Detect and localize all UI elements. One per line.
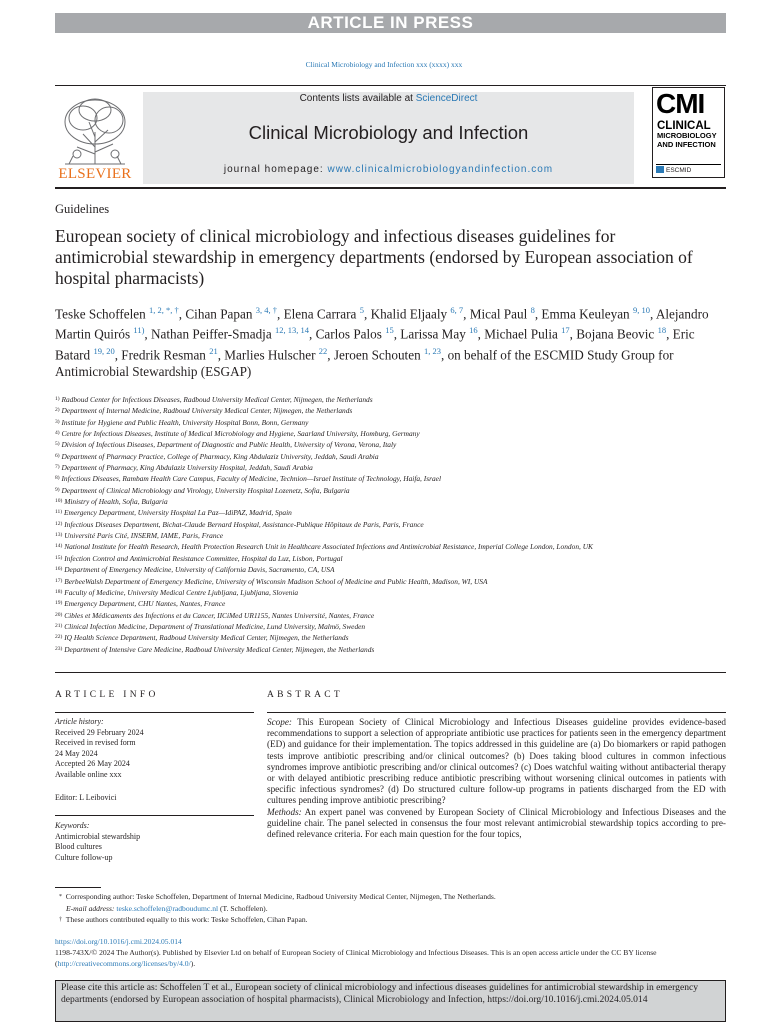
abstract-body [267,717,726,840]
affiliation-number: 13) [55,532,63,539]
affiliation-number: 20) [55,611,63,618]
affiliation-text: National Institute for Health Research, Health Protection Research Unit in Healthcare Associated Infections and Antimicrobial Resistance, Imperial College London, London, UK [64,542,593,552]
email-note [55,903,727,914]
author-affiliation-marks[interactable]: 21 [209,345,218,356]
affiliation-text: Department of Internal Medicine, Radboud University Medical Center, Nijmegen, the Netherlands [61,406,353,416]
affiliation-item [55,405,727,416]
scope-label: Scope: [267,717,292,727]
affiliation-number: 16) [55,566,63,573]
author-affiliation-marks[interactable]: 3, 4, † [255,305,277,315]
doi-link[interactable]: https://doi.org/10.1016/j.cmi.2024.05.014 [55,937,182,946]
author-list: Teske Schoffelen $^{1, 2, *, \dagger}$, Cihan Papan $^{3, 4, \dagger}$, Elena Carrara $^5$, Khalid Eljaaly $^{6, 7}$, Mical Paul $^8$, Emma Keuleyan $^{9, 10}$, Alejandro Martin Quirós $^{11)}$, Nathan Peiffer-Smadja $^{12, 13, 14}$, Carlos Palos $^{15}$, Larissa May $^{16}$, Michael Pulia $^{17}$, Bojana Beovic $^{18}$, Eric Batard $^{19, 20}$, Fredrik Resman $^{21}$, Marlies Hulscher $^{22}$, Jeroen Schouten $^{1, 23}$, on behalf of the ESCMID Study Group for Antimicrobial Stewardship (ESGAP) [55,305,709,380]
affiliation-number: 12) [55,520,63,527]
abstract-rule [267,712,726,713]
article-in-press-banner: ARTICLE IN PRESS [55,13,726,33]
affiliation-number: 4) [55,430,60,437]
affiliation-number: 22) [55,634,63,641]
journal-masthead [143,92,634,184]
affiliation-item [55,485,727,496]
affiliation-item [55,462,727,473]
history-item: Received in revised form [55,738,136,748]
affiliation-number: 17) [55,577,63,584]
history-item: Available online xxx [55,769,122,779]
header-rule-bottom [55,187,726,189]
affiliation-item [55,621,727,632]
cmi-logo-line2: MICROBIOLOGY [657,131,717,140]
affiliation-text: Infection Control and Antimicrobial Resistance Committee, Hospital da Luz, Lisbon, Portugal [64,553,343,563]
affiliation-number: 18) [55,588,63,595]
affiliation-number: 5) [55,441,60,448]
affiliation-item [55,439,727,450]
methods-text: An expert panel was convened by European Society of Clinical Microbiology and Infectious Diseases and the guideline chair. The panel selected in consensus the four most relevant antimicrobial stewardship topics according to pre-defined relevance criteria. For each main question for the four topics, [267,806,726,840]
journal-homepage-link[interactable]: www.clinicalmicrobiologyandinfection.com [327,164,554,175]
author-name: Larissa May [400,326,466,342]
footnote-rule [55,887,101,888]
cmi-logo-line1: CLINICAL [657,120,711,132]
history-item: Received 29 February 2024 [55,727,144,737]
license-link[interactable]: http://creativecommons.org/licenses/by/4.0/ [57,959,191,968]
contents-line [143,93,634,104]
article-info-rule [55,712,254,713]
author-name: Teske Schoffelen [55,306,146,322]
affiliation-text: IQ Health Science Department, Radboud University Medical Center, Nijmegen, the Netherlands [64,633,349,643]
affiliation-item [55,587,727,598]
author-affiliation-marks[interactable]: 5 [359,305,364,315]
author-affiliation-marks[interactable]: 12, 13, 14 [275,325,309,336]
author-name: Eric Batard [55,326,695,363]
history-label: Article history: [55,717,104,726]
affiliation-text: Radboud Center for Infectious Diseases, Radboud University Medical Center, Nijmegen, the Netherlands [61,395,373,404]
author-name: Bojana Beovic [576,326,655,342]
author-name: Elena Carrara [283,306,357,322]
affiliation-text: Institute for Hygiene and Public Health, University Hospital Bonn, Bonn, Germany [61,417,309,427]
license-text: 1198-743X/© 2024 The Author(s). Published by Elsevier Ltd on behalf of European Society of Clinical Microbiology and Infectious Diseases. This is an open access article under the CC BY license ( [55,948,657,968]
author-name: Cihan Papan [185,306,253,322]
affiliation-number: 7) [55,464,60,471]
contents-prefix: Contents lists available at [299,93,416,104]
affiliation-text: Department of Clinical Microbiology and Virology, University Hospital Lozenetz, Sofia, Bulgaria [61,485,350,495]
affiliation-number: 6) [55,452,60,459]
affiliation-item [55,451,727,462]
affiliation-item [55,519,727,530]
keyword: Antimicrobial stewardship [55,831,141,841]
author-name: Nathan Peiffer-Smadja [151,326,272,342]
author-affiliation-marks[interactable]: 8 [530,305,535,315]
affiliation-number: 14) [55,543,63,550]
handling-editor: Editor: L Leibovici [55,793,117,802]
affiliation-number: 11) [55,509,63,516]
article-history [55,717,254,781]
author-affiliation-marks[interactable]: 18 [657,325,667,336]
affiliation-item [55,564,727,575]
email-suffix: (T. Schoffelen). [218,904,268,913]
author-name: Khalid Eljaaly [370,306,448,322]
homepage-prefix: journal homepage: [223,164,328,175]
affiliation-item [55,530,727,541]
affiliation-number: 8) [55,475,60,482]
history-item: 24 May 2024 [55,748,98,758]
author-affiliation-marks[interactable]: 11) [133,325,145,336]
affiliation-text: Cibles et Médicaments des Infections et du Cancer, IICiMed UR1155, Nantes Université, Nantes, France [64,610,375,620]
methods-label: Methods: [267,806,302,817]
affiliation-item [55,496,727,507]
affiliation-item [55,632,727,643]
affiliation-item [55,428,727,439]
affiliation-number: 2) [55,407,60,414]
affiliation-item [55,553,727,564]
history-item: Accepted 26 May 2024 [55,759,130,769]
elsevier-wordmark: ELSEVIER [58,166,132,182]
author-affiliation-marks[interactable]: 6, 7 [450,305,464,315]
footnotes [55,891,727,926]
abstract-heading: ABSTRACT [267,690,344,700]
author-name: Carlos Palos [315,326,382,342]
keyword: Culture follow-up [55,852,113,862]
affiliation-text: Faculty of Medicine, University Medical Centre Ljubljana, Ljubljana, Slovenia [64,587,299,597]
affiliation-text: Emergency Department, University Hospital La Paz—IdiPAZ, Madrid, Spain [64,508,292,518]
affiliation-text: Université Paris Cité, INSERM, IAME, Paris, France [64,531,224,541]
journal-homepage-line [143,164,634,175]
affiliation-item [55,576,727,587]
affiliation-text: Centre for Infectious Diseases, Institute of Medical Microbiology and Hygiene, Saarland University, Homburg, Germany [61,429,420,439]
affiliation-item [55,507,727,518]
author-affiliation-marks[interactable]: 15 [385,325,394,336]
affiliation-number: 15) [55,554,63,561]
author-name: Fredrik Resman [121,347,206,363]
asterisk-mark: * [59,894,62,900]
affiliation-text: Emergency Department, CHU Nantes, Nantes, France [64,599,226,609]
author-name: Marlies Hulscher [224,347,316,363]
section-rule [55,672,726,673]
affiliation-item [55,417,727,428]
affiliation-text: Department of Pharmacy Practice, College of Pharmacy, King Abdulaziz University, Jeddah, Saudi Arabia [61,451,379,461]
cmi-logo-line3: AND INFECTION [657,139,716,149]
affiliation-text: Department of Emergency Medicine, University of California Davis, Sacramento, CA, USA [64,565,335,575]
doi-block [55,936,727,969]
affiliation-text: Division of Infectious Diseases, Department of Diagnostic and Public Health, University of Verona, Verona, Italy [61,440,397,450]
affiliation-text: Ministry of Health, Sofia, Bulgaria [64,497,168,507]
corresponding-text: Corresponding author: Teske Schoffelen, Department of Internal Medicine, Radboud University Medical Center, Nijmegen, The Netherlands. [65,892,496,901]
author-affiliation-marks[interactable]: 1, 2, *, † [149,305,179,315]
affiliation-item [55,473,727,484]
author-name: Alejandro Martin Quirós [55,306,709,342]
affiliation-text: Infectious Diseases, Rambam Health Care Campus, Faculty of Medicine, Technion—Israel Institute of Technology, Haifa, Israel [61,474,442,484]
keywords [55,821,140,863]
author-affiliation-marks[interactable]: 17 [561,325,570,336]
affiliation-number: 3) [55,418,60,425]
affiliation-item [55,394,727,405]
author-name: Michael Pulia [484,326,558,342]
affiliation-text: Clinical Infection Medicine, Department of Translational Medicine, Lund University, Malmö, Sweden [64,621,366,631]
cmi-logo-text: CMI [656,88,705,119]
affiliation-text: BerbeeWalsh Department of Emergency Medicine, University of Wisconsin Madison School of Medicine and Public Health, Madison, WI, USA [64,576,488,586]
affiliation-number: 1) [55,396,60,402]
corresponding-author-note [55,891,727,903]
author-affiliation-marks[interactable]: 16 [469,325,478,336]
license-statement [55,947,727,969]
author-affiliation-marks[interactable]: 22 [318,345,328,356]
email-label: E-mail address: [66,904,115,913]
license-end: ). [190,959,196,968]
affiliation-item [55,541,727,552]
affiliation-text: Department of Intensive Care Medicine, Radboud University Medical Center, Nijmegen, the Netherlands [64,644,375,654]
affiliation-text: Infectious Diseases Department, Bichat-Claude Bernard Hospital, Assistance-Publique Hôpitaux de Paris, Paris, France [64,519,424,529]
article-title: European society of clinical microbiology and infectious diseases guidelines for antimicrobial stewardship in emergency departments (endorsed by European association of hospital pharmacists) [55,226,693,288]
article-type: Guidelines [55,202,110,216]
affiliation-number: 19) [55,600,63,607]
affiliation-number: 23) [55,645,63,652]
affiliation-text: Department of Pharmacy, King Abdulaziz University Hospital, Jeddah, Saudi Arabia [61,463,313,473]
affiliation-number: 10) [55,498,63,505]
escmid-logo [656,164,721,176]
escmid-text: ESCMID [666,167,692,174]
author-name: Emma Keuleyan [541,306,630,322]
author-affiliation-marks[interactable]: 19, 20 [93,345,115,356]
author-affiliation-marks[interactable]: 1, 23 [423,345,441,356]
equal-contribution-note [55,914,727,926]
equal-text: These authors contributed equally to this work: Teske Schoffelen, Cihan Papan. [65,915,308,924]
journal-reference-link[interactable]: Clinical Microbiology and Infection xxx (xxxx) xxx [305,60,463,69]
citation-box: Please cite this article as: Schoffelen T et al., European society of clinical microbiology and infectious diseases guidelines for antimicrobial stewardship in emergency departments (endorsed by European association of hospital pharmacists), Clinical Microbiology and Infection, https://doi.org/10.1016/j.cmi.2024.05.014 [55,980,726,1022]
keyword: Blood cultures [55,842,102,852]
affiliation-number: 21) [55,622,63,629]
article-info-heading: ARTICLE INFO [55,690,159,700]
scope-text: This European Society of Clinical Microbiology and Infectious Diseases guideline provides evidence-based recommendations to support a selection of appropriate antibiotic use practices for patients seen in the emergency department (ED) and guidance for their implementation. The topics addressed in this guideline are (a) Do biomarkers or rapid pathogen tests improve antibiotic prescribing and/or clinical outcomes? (b) Does taking blood cultures in common infectious syndromes improve antibiotic prescribing and/or clinical outcomes? (c) Does watchful waiting without antibacterial therapy or with delayed antibiotic prescribing reduce antibiotic prescribing without worsening clinical outcomes in patients with specific infectious syndromes? (d) Do structured culture follow-up programs in patients discharged from the ED with cultures pending improve antibiotic prescribing? [267,717,726,806]
keywords-label: Keywords: [55,821,90,830]
affiliation-item [55,610,727,621]
keywords-rule [55,815,254,816]
author-name: Jeroen Schouten [333,347,421,363]
affiliation-item [55,644,727,655]
author-affiliation-marks[interactable]: 9, 10 [632,305,650,315]
affiliation-item [55,598,727,609]
escmid-icon [656,166,664,173]
journal-title: Clinical Microbiology and Infection [248,122,529,143]
affiliation-list [55,394,727,655]
author-name: Mical Paul [469,306,528,322]
cmi-logo-subtitle [657,120,717,149]
cmi-journal-logo [652,87,725,178]
affiliation-number: 9) [55,486,60,493]
authors-suffix: , on behalf of the ESCMID Study Group for Antimicrobial Stewardship (ESGAP) [55,347,674,380]
email-link[interactable]: teske.schoffelen@radboudumc.nl [116,904,219,913]
header-rule [55,85,726,86]
dagger-mark: † [59,917,62,923]
sciencedirect-link[interactable]: ScienceDirect [415,93,478,104]
